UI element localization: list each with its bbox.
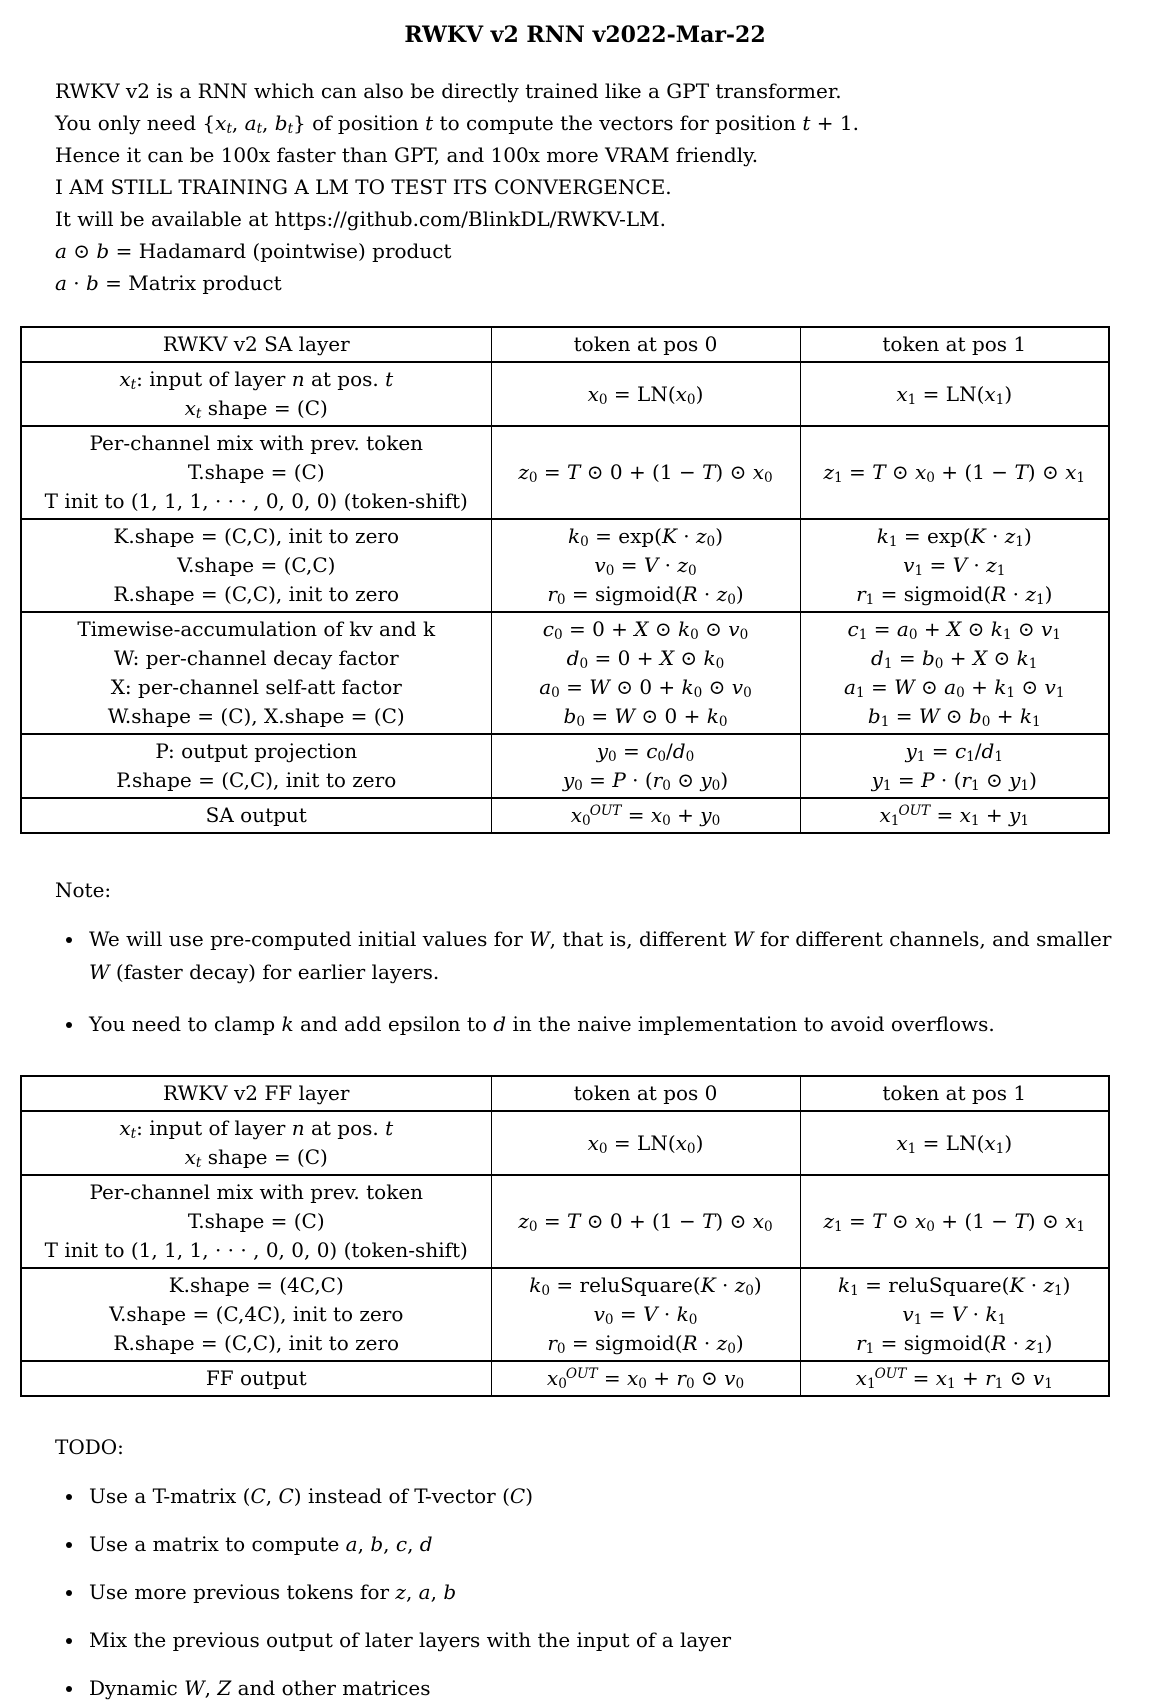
table-row xyxy=(21,1361,1109,1396)
table-row xyxy=(21,1268,1109,1361)
ff-layer-table xyxy=(20,1075,1110,1397)
intro-line: You only need {$x_t$, $a_t$, $b_t$} of position t to compute the vectors for position t + 1. xyxy=(55,111,859,137)
formula: $x_1^{OUT} = x_1 + y_1$ xyxy=(879,803,1029,829)
label-line: T.shape = (C) xyxy=(187,460,325,484)
row-label-cell xyxy=(21,1268,491,1361)
todo-item: • Dynamic W, Z and other matrices xyxy=(85,1672,1112,1705)
table-row xyxy=(21,426,1109,519)
label-line: Per-channel mix with prev. token xyxy=(89,431,424,455)
formula: $v_0 = V \cdot k_0$ xyxy=(593,1302,698,1328)
formula-cell xyxy=(491,798,800,833)
formula: $z_1 = T$ ⊙ $x_0 + (1 - T)$ ⊙ $x_1$ xyxy=(823,1209,1085,1235)
formula: $b_1 = W$ ⊙ $b_0 + k_1$ xyxy=(867,704,1041,730)
formula-cell xyxy=(800,519,1109,612)
intro-line: a ⊙ b = Hadamard (pointwise) product xyxy=(55,239,452,263)
todo-item: • Use a T-matrix (C, C) instead of T-vector (C) xyxy=(85,1480,1112,1513)
formula: $r_1$ = sigmoid(R · $z_1$) xyxy=(856,1331,1053,1357)
row-label-cell xyxy=(21,734,491,798)
label-line: R.shape = (C,C), init to zero xyxy=(113,582,400,606)
note-list xyxy=(55,923,1112,1041)
formula-cell xyxy=(800,734,1109,798)
formula-cell xyxy=(491,1268,800,1361)
formula-cell xyxy=(800,426,1109,519)
formula-cell xyxy=(491,426,800,519)
formula: $x_0^{OUT} = x_0 + y_0$ xyxy=(570,803,721,829)
note-heading: Note: xyxy=(55,878,112,902)
formula: $a_1 = W$ ⊙ $a_0 + k_1$ ⊙ $v_1$ xyxy=(844,675,1065,701)
table-row xyxy=(21,1111,1109,1175)
label-line: $x_t$: input of layer n at pos. t xyxy=(119,1116,394,1142)
formula: $x_0 = LN(x_0)$ xyxy=(587,1130,704,1157)
intro-line: Hence it can be 100x faster than GPT, and 100x more VRAM friendly. xyxy=(55,143,759,167)
table-row xyxy=(21,734,1109,798)
formula: $k_0 = \exp(K \cdot z_0)$ xyxy=(567,524,724,550)
formula: $y_0 = P \cdot (r_0$ ⊙ $y_0$) xyxy=(562,768,729,794)
row-label-cell xyxy=(21,1111,491,1175)
row-label-cell xyxy=(21,798,491,833)
table-row xyxy=(21,1175,1109,1268)
intro-line xyxy=(55,203,1112,235)
label-line: R.shape = (C,C), init to zero xyxy=(113,1331,400,1355)
intro-line: RWKV v2 is a RNN which can also be directly trained like a GPT transformer. xyxy=(55,79,842,103)
intro-line-text: It will be available at xyxy=(55,207,275,231)
label-line: X: per-channel self-att factor xyxy=(110,675,402,699)
formula: $z_1 = T$ ⊙ $x_0 + (1 - T)$ ⊙ $x_1$ xyxy=(823,460,1085,486)
label-line: W: per-channel decay factor xyxy=(113,646,399,670)
sa-table-title: RWKV v2 SA layer xyxy=(21,327,491,362)
todo-item: • Mix the previous output of later layers with the input of a layer xyxy=(85,1624,1112,1657)
intro-line: a · b = Matrix product xyxy=(55,271,282,295)
formula: $b_0 = W$ ⊙ $0 + k_0$ xyxy=(563,704,728,730)
formula: $d_0 = 0 + X$ ⊙ $k_0$ xyxy=(566,646,725,672)
formula: $x_1^{OUT} = x_1 + r_1$ ⊙ $v_1$ xyxy=(855,1366,1053,1392)
formula-cell xyxy=(800,1111,1109,1175)
formula: $k_1$ = reluSquare(K · $z_1$) xyxy=(838,1273,1071,1299)
formula-cell xyxy=(491,362,800,426)
intro-line: I AM STILL TRAINING A LM TO TEST ITS CONVERGENCE. xyxy=(55,175,672,199)
formula-cell xyxy=(800,798,1109,833)
label-line: K.shape = (4C,C) xyxy=(168,1273,344,1297)
formula: $v_1 = V \cdot k_1$ xyxy=(902,1302,1007,1328)
label-line: V.shape = (C,C) xyxy=(177,553,336,577)
label-line: SA output xyxy=(205,803,307,827)
formula: $v_1 = V \cdot z_1$ xyxy=(903,553,1006,579)
formula: $r_0$ = sigmoid(R · $z_0$) xyxy=(547,582,744,608)
label-line: T init to (1, 1, 1, · · · , 0, 0, 0) (token-shift) xyxy=(44,489,468,513)
todo-list xyxy=(55,1480,1112,1705)
table-row xyxy=(21,519,1109,612)
row-label-cell xyxy=(21,519,491,612)
formula: $x_1 = LN(x_1)$ xyxy=(896,1130,1013,1157)
row-label-cell xyxy=(21,426,491,519)
label-line: T init to (1, 1, 1, · · · , 0, 0, 0) (token-shift) xyxy=(44,1238,468,1262)
formula-cell xyxy=(491,519,800,612)
col-header-pos1: token at pos 1 xyxy=(800,327,1109,362)
row-label-cell xyxy=(21,362,491,426)
formula: $v_0 = V \cdot z_0$ xyxy=(594,553,697,579)
table-row xyxy=(21,362,1109,426)
formula: $c_1 = a_0 + X$ ⊙ $k_1$ ⊙ $v_1$ xyxy=(847,617,1061,643)
formula: $x_0 = LN(x_0)$ xyxy=(587,381,704,408)
formula-cell xyxy=(491,1361,800,1396)
label-line: FF output xyxy=(205,1366,307,1390)
formula-cell xyxy=(800,1361,1109,1396)
formula-cell xyxy=(800,362,1109,426)
formula: $k_0$ = reluSquare(K · $z_0$) xyxy=(529,1273,762,1299)
label-line: P.shape = (C,C), init to zero xyxy=(116,768,397,792)
col-header-pos0: token at pos 0 xyxy=(491,327,800,362)
formula-cell xyxy=(800,1268,1109,1361)
intro-paragraph xyxy=(55,75,1112,299)
formula-cell xyxy=(491,734,800,798)
todo-heading: TODO: xyxy=(55,1435,124,1459)
formula: $x_1 = LN(x_1)$ xyxy=(896,381,1013,408)
sa-layer-table xyxy=(20,326,1110,834)
label-line: P: output projection xyxy=(155,739,358,763)
formula: $d_1 = b_0 + X$ ⊙ $k_1$ xyxy=(871,646,1038,672)
row-label-cell xyxy=(21,1175,491,1268)
label-line: $x_t$ shape = (C) xyxy=(184,396,328,422)
table-header-row xyxy=(21,327,1109,362)
formula: $r_0$ = sigmoid(R · $z_0$) xyxy=(547,1331,744,1357)
note-item: • You need to clamp k and add epsilon to d in the naive implementation to avoid overflows. xyxy=(85,1008,1112,1041)
formula: $x_0^{OUT} = x_0 + r_0$ ⊙ $v_0$ xyxy=(546,1366,745,1392)
col-header-pos1: token at pos 1 xyxy=(800,1076,1109,1111)
formula: $a_0 = W$ ⊙ $0 + k_0$ ⊙ $v_0$ xyxy=(539,675,752,701)
row-label-cell xyxy=(21,612,491,734)
ff-table-title: RWKV v2 FF layer xyxy=(21,1076,491,1111)
label-line: $x_t$: input of layer n at pos. t xyxy=(119,367,394,393)
formula: $r_1$ = sigmoid(R · $z_1$) xyxy=(856,582,1053,608)
label-line: K.shape = (C,C), init to zero xyxy=(113,524,400,548)
formula-cell xyxy=(491,612,800,734)
formula-cell xyxy=(800,612,1109,734)
label-line: Per-channel mix with prev. token xyxy=(89,1180,424,1204)
formula: $z_0 = T$ ⊙ 0 + (1 − T) ⊙ $x_0$ xyxy=(518,1209,773,1235)
table-row xyxy=(21,798,1109,833)
label-line: T.shape = (C) xyxy=(187,1209,325,1233)
formula: $k_1 = \exp(K \cdot z_1)$ xyxy=(876,524,1032,550)
formula-cell xyxy=(491,1111,800,1175)
page-title: RWKV v2 RNN v2022-Mar-22 xyxy=(404,22,766,48)
label-line: V.shape = (C,4C), init to zero xyxy=(109,1302,404,1326)
todo-item: • Use a matrix to compute a, b, c, d xyxy=(85,1528,1112,1561)
table-header-row xyxy=(21,1076,1109,1111)
formula: $y_1 = c_1/d_1$ xyxy=(905,739,1004,765)
github-link[interactable]: https://github.com/BlinkDL/RWKV-LM. xyxy=(274,207,667,231)
formula-cell xyxy=(800,1175,1109,1268)
row-label-cell xyxy=(21,1361,491,1396)
formula: $z_0 = T$ ⊙ 0 + (1 − T) ⊙ $x_0$ xyxy=(518,460,773,486)
label-line: $x_t$ shape = (C) xyxy=(184,1145,328,1171)
col-header-pos0: token at pos 0 xyxy=(491,1076,800,1111)
label-line: Timewise-accumulation of kv and k xyxy=(77,617,436,641)
todo-item: • Use more previous tokens for z, a, b xyxy=(85,1576,1112,1609)
formula: $y_1 = P \cdot (r_1$ ⊙ $y_1$) xyxy=(871,768,1037,794)
formula-cell xyxy=(491,1175,800,1268)
note-item: • We will use pre-computed initial values for W, that is, different W for different channels, and smaller W (faster decay) for earlier layers. xyxy=(85,923,1112,989)
table-row xyxy=(21,612,1109,734)
formula: $y_0 = c_0/d_0$ xyxy=(596,739,695,765)
formula: $c_0 = 0 + X$ ⊙ $k_0$ ⊙ $v_0$ xyxy=(542,617,749,643)
label-line: W.shape = (C), X.shape = (C) xyxy=(107,704,405,728)
